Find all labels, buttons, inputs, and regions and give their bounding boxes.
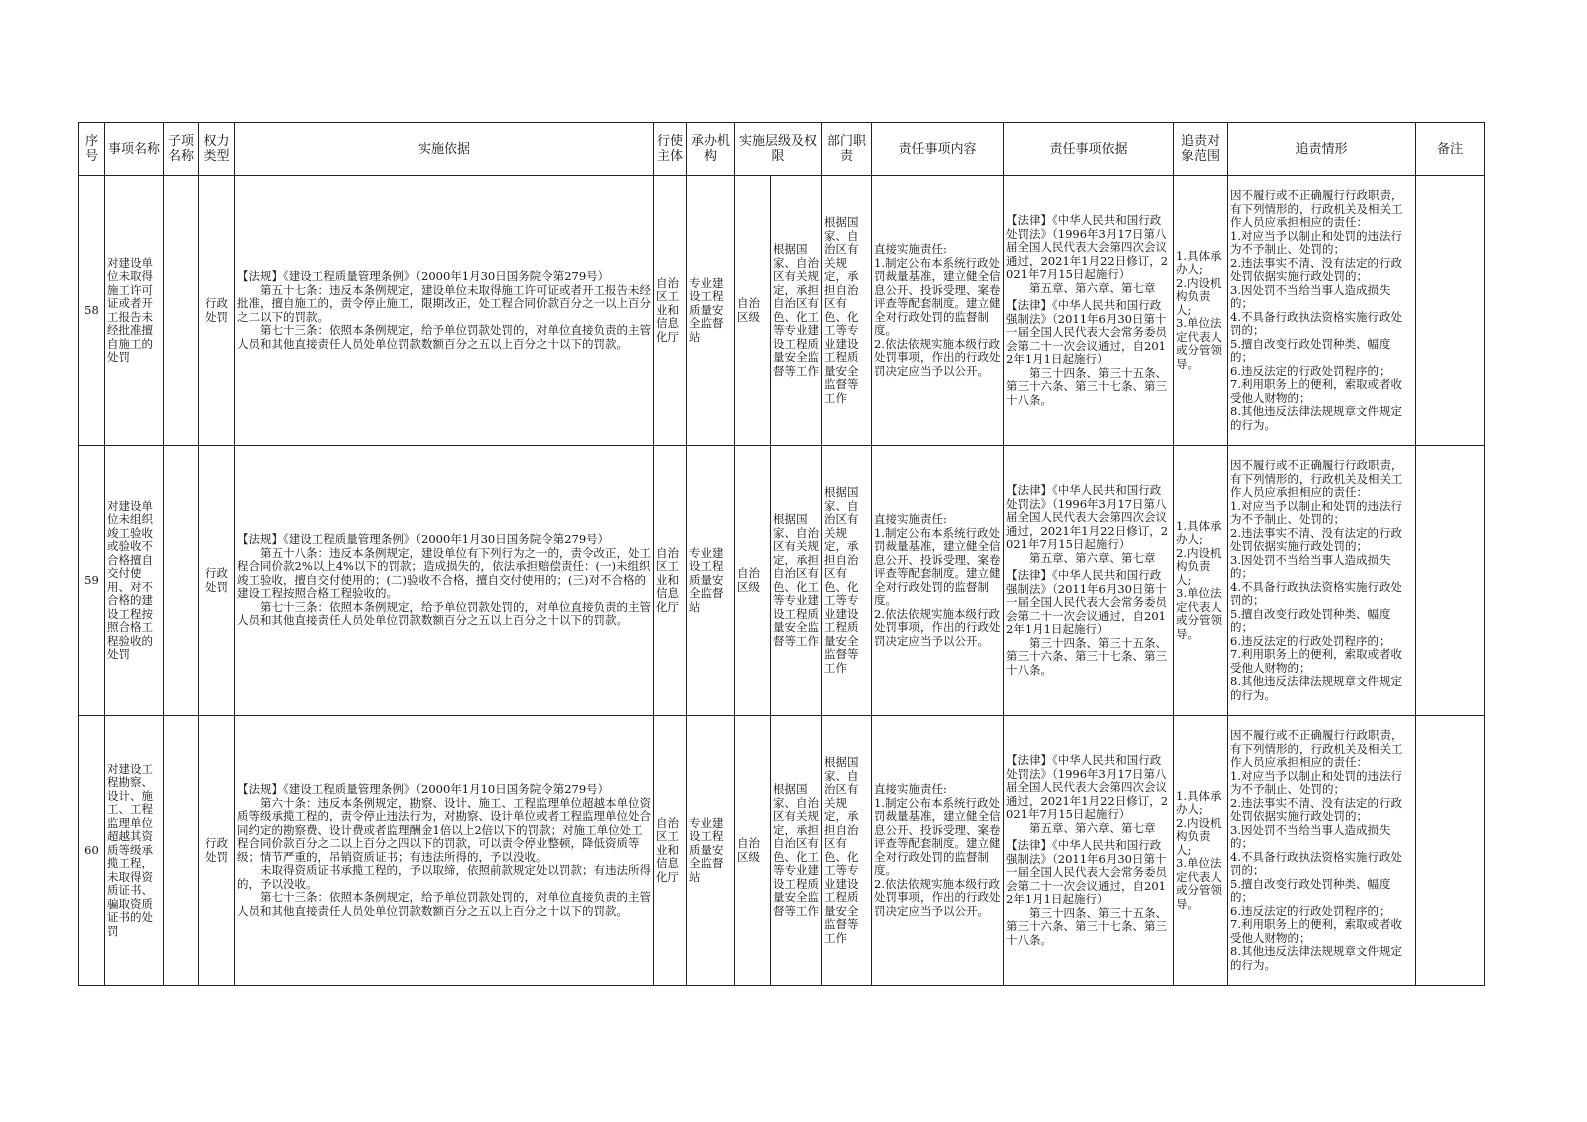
row-sub: [164, 176, 199, 446]
row-org: 专业建设工程质量安全监督站: [687, 716, 735, 986]
sit-line: 7.利用职务上的便利，索取或者收受他人财物的；: [1230, 647, 1402, 675]
row-name: 对建设单位未取得施工许可证或者开工报告未经批准擅自施工的处罚: [105, 176, 164, 446]
resp-line: 直接实施责任:: [874, 242, 947, 256]
sit-line: 因不履行或不正确履行行政职责，有下列情形的，行政机关及相关工作人员应承担相应的责任：: [1230, 188, 1403, 229]
scope-line: 3.单位法定代表人或分管领导。: [1176, 856, 1223, 911]
dep-line: 【法律】《中华人民共和国行政处罚法》（1996年3月17日第八届全国人民代表大会第四次会议通过，2021年1月22日修订，2021年7月15日起施行）: [1006, 213, 1169, 281]
sit-line: 8.其他违反法律法规规章文件规定的行为。: [1230, 944, 1402, 972]
basis-line: 第五十七条：违反本条例规定，建设单位未取得施工许可证或者开工报告未经批准，擅自施工的，责令停止施工，限期改正，处工程合同价款百分之一以上百分之二以下的罚款。: [237, 282, 651, 324]
resp-line: 直接实施责任:: [874, 782, 947, 796]
scope-line: 1.具体承办人;: [1176, 248, 1222, 277]
scope-line: 2.内设机构负责人;: [1176, 275, 1222, 317]
resp-line: 1.制定公布本系统行政处罚裁量基准，建立健全信息公开、投诉受理、案卷评查等配套制度。建立健全对行政处罚的监督制度。: [874, 795, 1001, 877]
header-level: 实施层级及权限: [735, 123, 822, 176]
sit-line: 1.对应当予以制止和处罚的违法行为不予制止、处罚的；: [1230, 228, 1402, 256]
sit-line: 2.违法事实不清、没有法定的行政处罚依据实施行政处罚的；: [1230, 255, 1402, 283]
header-duty: 部门职责: [822, 123, 872, 176]
row-authority: 根据国家、自治区有关规定，承担自治区有色、化工等专业建设工程质量安全监督等工作: [771, 176, 822, 446]
basis-line: 第七十三条：依照本条例规定，给予单位罚款处罚的，对单位直接负责的主管人员和其他直接责任人员处单位罚款数额百分之五以上百分之十以下的罚款。: [237, 323, 651, 351]
table-row: [79, 716, 1485, 986]
dep-line: 第五章、第六章、第七章: [1029, 550, 1156, 565]
scope-line: 3.单位法定代表人或分管领导。: [1176, 586, 1223, 641]
sit-line: 8.其他违反法律法规规章文件规定的行为。: [1230, 404, 1402, 432]
row-org: 专业建设工程质量安全监督站: [687, 176, 735, 446]
row-situations: [1228, 176, 1416, 446]
scope-line: 3.单位法定代表人或分管领导。: [1176, 316, 1223, 371]
row-duty: 根据国家、自治区有关规定，承担自治区有色、化工等专业建设工程质量安全监督等工作: [822, 176, 872, 446]
scope-line: 2.内设机构负责人;: [1176, 545, 1222, 587]
row-seq: 60: [79, 716, 105, 986]
power-list-table: [78, 122, 1485, 986]
row-scope: [1174, 716, 1228, 986]
basis-line: 第七十三条：依照本条例规定，给予单位罚款处罚的，对单位直接负责的主管人员和其他直接责任人员处单位罚款数额百分之五以上百分之十以下的罚款。: [237, 890, 651, 918]
header-scope: 追责对象范围: [1174, 123, 1228, 176]
header-seq: 序号: [79, 123, 105, 176]
row-resp-content: [872, 716, 1004, 986]
resp-line: 2.依法依规实施本级行政处罚事项，作出的行政处罚决定应当予以公开。: [874, 336, 1001, 378]
row-level: 自治区级: [735, 446, 771, 716]
row-note: [1416, 176, 1485, 446]
row-authority: 根据国家、自治区有关规定，承担自治区有色、化工等专业建设工程质量安全监督等工作: [771, 716, 822, 986]
sit-line: 1.对应当予以制止和处罚的违法行为不予制止、处罚的；: [1230, 498, 1402, 526]
row-sub: [164, 716, 199, 986]
row-subject: 自治区工业和信息化厅: [654, 716, 687, 986]
row-basis: [235, 446, 654, 716]
header-org: 承办机构: [687, 123, 735, 176]
header-situations: 追责情形: [1228, 123, 1416, 176]
row-name: 对建设工程勘察、设计、施工、工程监理单位超越其资质等级承揽工程，未取得资质证书、骗取资质证书的处罚: [105, 716, 164, 986]
resp-line: 2.依法依规实施本级行政处罚事项，作出的行政处罚决定应当予以公开。: [874, 876, 1001, 918]
row-basis: [235, 176, 654, 446]
header-subject: 行使主体: [654, 123, 687, 176]
row-situations: [1228, 716, 1416, 986]
header-row: [79, 123, 1485, 176]
sit-line: 因不履行或不正确履行行政职责，有下列情形的，行政机关及相关工作人员应承担相应的责任：: [1230, 458, 1403, 499]
basis-line: 第六十条：违反本条例规定，勘察、设计、施工、工程监理单位超越本单位资质等级承揽工程的，责令停止违法行为，对勘察、设计单位或者工程监理单位处合同约定的勘察费、设计费或者监理酬金1倍以上2倍以下的罚款；对施工单位处工程合同价款百分之二以上百分之四以下的罚款，可以责令停业整顿，降低资质等级；情节严重的，吊销资质证书；有违法所得的，予以没收。: [237, 795, 651, 864]
dep-line: 【法律】《中华人民共和国行政处罚法》（1996年3月17日第八届全国人民代表大会第四次会议通过，2021年1月22日修订，2021年7月15日起施行）: [1006, 483, 1169, 551]
sit-line: 4.不具备行政执法资格实施行政处罚的；: [1230, 579, 1402, 607]
dep-line: 第三十四条、第三十五条、第三十六条、第三十七条、第三十八条。: [1006, 635, 1168, 677]
dep-line: 第三十四条、第三十五条、第三十六条、第三十七条、第三十八条。: [1006, 905, 1168, 947]
sit-line: 6.违反法定的行政处罚程序的；: [1230, 363, 1391, 378]
header-resp-content: 责任事项内容: [872, 123, 1004, 176]
row-note: [1416, 716, 1485, 986]
row-resp-basis: [1004, 446, 1174, 716]
row-authority: 根据国家、自治区有关规定，承担自治区有色、化工等专业建设工程质量安全监督等工作: [771, 446, 822, 716]
sit-line: 8.其他违反法律法规规章文件规定的行为。: [1230, 674, 1402, 702]
row-type: 行政处罚: [199, 446, 235, 716]
scope-line: 1.具体承办人;: [1176, 788, 1222, 817]
sit-line: 5.擅自改变行政处罚种类、幅度的；: [1230, 876, 1391, 904]
basis-line: 未取得资质证书承揽工程的，予以取缔，依照前款规定处以罚款；有违法所得的，予以没收。: [237, 863, 651, 891]
basis-line: 【法规】《建设工程质量管理条例》（2000年1月30日国务院令第279号）: [237, 532, 610, 547]
row-level: 自治区级: [735, 716, 771, 986]
row-subject: 自治区工业和信息化厅: [654, 176, 687, 446]
dep-line: 第三十四条、第三十五条、第三十六条、第三十七条、第三十八条。: [1006, 365, 1168, 407]
scope-line: 1.具体承办人;: [1176, 518, 1222, 547]
table-row: [79, 446, 1485, 716]
sit-line: 3.因处罚不当给当事人造成损失的；: [1230, 282, 1391, 310]
row-type: 行政处罚: [199, 716, 235, 986]
scope-line: 2.内设机构负责人;: [1176, 815, 1222, 857]
dep-line: 【法律】《中华人民共和国行政强制法》（2011年6月30日第十一届全国人民代表大会常务委员会第二十一次会议通过，自2012年1月1日起施行）: [1006, 298, 1168, 366]
sit-line: 5.擅自改变行政处罚种类、幅度的；: [1230, 606, 1391, 634]
row-seq: 59: [79, 446, 105, 716]
resp-line: 直接实施责任:: [874, 512, 947, 526]
sit-line: 4.不具备行政执法资格实施行政处罚的；: [1230, 309, 1402, 337]
row-scope: [1174, 176, 1228, 446]
row-duty: 根据国家、自治区有关规定，承担自治区有色、化工等专业建设工程质量安全监督等工作: [822, 446, 872, 716]
dep-line: 【法律】《中华人民共和国行政强制法》（2011年6月30日第十一届全国人民代表大会常务委员会第二十一次会议通过，自2012年1月1日起施行）: [1006, 568, 1168, 636]
sit-line: 6.违反法定的行政处罚程序的；: [1230, 903, 1391, 918]
sit-line: 3.因处罚不当给当事人造成损失的；: [1230, 552, 1391, 580]
header-note: 备注: [1416, 123, 1485, 176]
row-resp-basis: [1004, 176, 1174, 446]
sit-line: 因不履行或不正确履行行政职责，有下列情形的，行政机关及相关工作人员应承担相应的责任：: [1230, 728, 1403, 769]
sit-line: 4.不具备行政执法资格实施行政处罚的；: [1230, 849, 1402, 877]
sit-line: 6.违反法定的行政处罚程序的；: [1230, 633, 1391, 648]
sit-line: 2.违法事实不清、没有法定的行政处罚依据实施行政处罚的；: [1230, 795, 1402, 823]
resp-line: 2.依法依规实施本级行政处罚事项，作出的行政处罚决定应当予以公开。: [874, 606, 1001, 648]
row-scope: [1174, 446, 1228, 716]
row-resp-content: [872, 446, 1004, 716]
row-duty: 根据国家、自治区有关规定，承担自治区有色、化工等专业建设工程质量安全监督等工作: [822, 716, 872, 986]
header-basis: 实施依据: [235, 123, 654, 176]
basis-line: 【法规】《建设工程质量管理条例》（2000年1月30日国务院令第279号）: [237, 269, 610, 283]
row-seq: 58: [79, 176, 105, 446]
row-level: 自治区级: [735, 176, 771, 446]
sit-line: 3.因处罚不当给当事人造成损失的；: [1230, 822, 1391, 850]
sit-line: 5.擅自改变行政处罚种类、幅度的；: [1230, 336, 1391, 364]
header-sub: 子项名称: [164, 123, 199, 176]
row-sub: [164, 446, 199, 716]
dep-line: 第五章、第六章、第七章: [1029, 820, 1156, 835]
sit-line: 1.对应当予以制止和处罚的违法行为不予制止、处罚的；: [1230, 768, 1402, 796]
basis-line: 【法规】《建设工程质量管理条例》（2000年1月10日国务院令第279号）: [237, 782, 610, 796]
row-org: 专业建设工程质量安全监督站: [687, 446, 735, 716]
resp-line: 1.制定公布本系统行政处罚裁量基准，建立健全信息公开、投诉受理、案卷评查等配套制度。建立健全对行政处罚的监督制度。: [874, 525, 1001, 607]
basis-line: 第五十八条：违反本条例规定，建设单位有下列行为之一的，责令改正，处工程合同价款2%以上4%以下的罚款；造成损失的，依法承担赔偿责任：(一)未组织竣工验收，擅自交付使用的；(二)验收不合格，擅自交付使用的；(三)对不合格的建设工程按照合格工程验收的。: [237, 545, 651, 601]
dep-line: 【法律】《中华人民共和国行政处罚法》（1996年3月17日第八届全国人民代表大会第四次会议通过，2021年1月22日修订，2021年7月15日起施行）: [1006, 753, 1169, 821]
sit-line: 7.利用职务上的便利，索取或者收受他人财物的；: [1230, 377, 1402, 405]
resp-line: 1.制定公布本系统行政处罚裁量基准，建立健全信息公开、投诉受理、案卷评查等配套制度。建立健全对行政处罚的监督制度。: [874, 255, 1001, 337]
row-name: 对建设单位未组织竣工验收或验收不合格擅自交付使用、对不合格的建设工程按照合格工程验收的处罚: [105, 446, 164, 716]
basis-line: 第七十三条：依照本条例规定，给予单位罚款处罚的，对单位直接负责的主管人员和其他直接责任人员处单位罚款数额百分之五以上百分之十以下的罚款。: [237, 599, 651, 628]
row-resp-basis: [1004, 716, 1174, 986]
row-note: [1416, 446, 1485, 716]
header-resp-basis: 责任事项依据: [1004, 123, 1174, 176]
row-type: 行政处罚: [199, 176, 235, 446]
table-row: [79, 176, 1485, 446]
row-resp-content: [872, 176, 1004, 446]
header-type: 权力类型: [199, 123, 235, 176]
dep-line: 第五章、第六章、第七章: [1029, 280, 1156, 295]
row-situations: [1228, 446, 1416, 716]
dep-line: 【法律】《中华人民共和国行政强制法》（2011年6月30日第十一届全国人民代表大会常务委员会第二十一次会议通过，自2012年1月1日起施行）: [1006, 838, 1168, 906]
sit-line: 2.违法事实不清、没有法定的行政处罚依据实施行政处罚的；: [1230, 525, 1402, 553]
row-subject: 自治区工业和信息化厅: [654, 446, 687, 716]
sit-line: 7.利用职务上的便利，索取或者收受他人财物的；: [1230, 917, 1402, 945]
header-name: 事项名称: [105, 123, 164, 176]
row-basis: [235, 716, 654, 986]
